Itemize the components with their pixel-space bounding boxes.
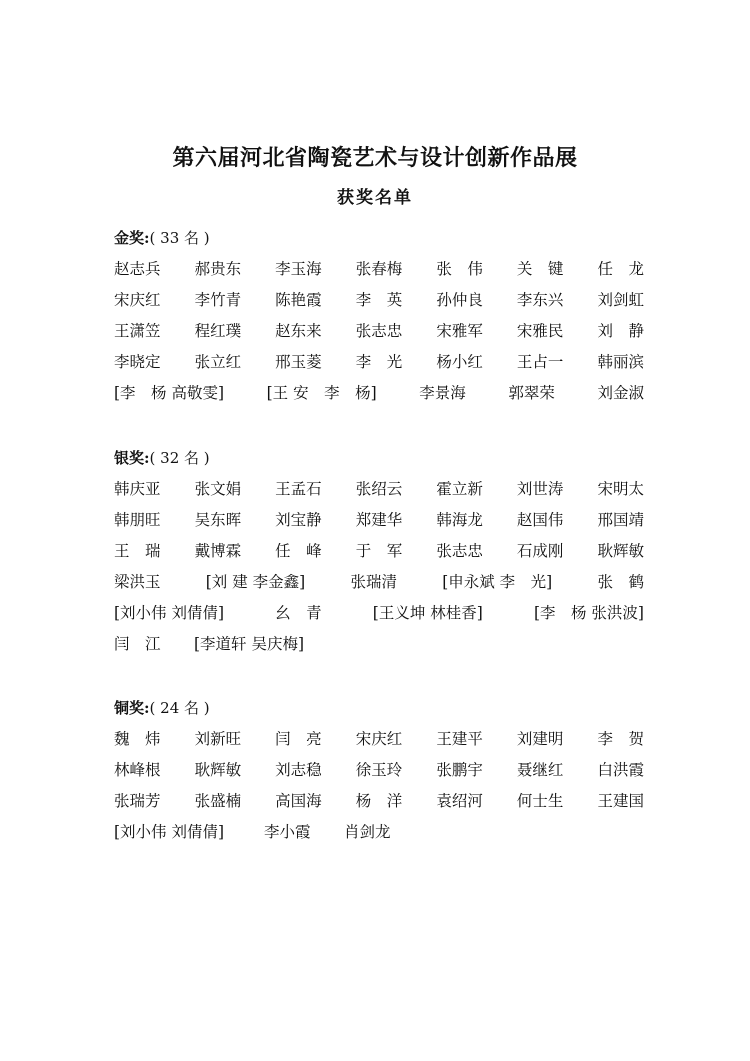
winner-name: 吴东晖 xyxy=(194,511,242,529)
bronze-row xyxy=(114,817,644,848)
winner-name: 张春梅 xyxy=(355,260,403,278)
winner-name: 李 贺 xyxy=(597,730,644,748)
winner-name: 刘宝静 xyxy=(275,511,322,529)
winner-name: 孙仲良 xyxy=(436,291,483,309)
bronze-row xyxy=(114,755,644,786)
winner-team: [李 杨 张洪波] xyxy=(533,604,644,622)
bronze-award-count: ( 24 名 ) xyxy=(149,699,210,717)
winner-name: 刘剑虹 xyxy=(597,291,644,309)
winner-name: 张立红 xyxy=(194,353,242,371)
silver-award-label: 银奖: xyxy=(114,449,150,467)
winner-name: 赵国伟 xyxy=(516,511,564,529)
winner-name: 张志忠 xyxy=(355,322,403,340)
winner-name: 于 军 xyxy=(355,542,403,560)
winner-team: [申永斌 李 光] xyxy=(442,573,553,591)
winner-name: 李东兴 xyxy=(516,291,564,309)
winner-name: 任 峰 xyxy=(275,542,322,560)
winner-name: 张瑞芳 xyxy=(114,792,161,810)
bronze-row xyxy=(114,724,644,755)
winner-name: 赵东来 xyxy=(275,322,322,340)
winner-name: 张鹏宇 xyxy=(436,761,483,779)
winner-name: 宋明太 xyxy=(597,480,644,498)
winner-name: 聂继红 xyxy=(516,761,564,779)
winner-team: [刘小伟 刘倩倩] xyxy=(114,604,225,622)
winner-team: [李 杨 高敬雯] xyxy=(114,384,225,402)
winner-name: 张 鹤 xyxy=(597,573,644,591)
winner-name: 耿辉敏 xyxy=(597,542,644,560)
winner-name: 石成刚 xyxy=(516,542,564,560)
winner-name: 刘志稳 xyxy=(275,761,322,779)
winner-name: 郝贵东 xyxy=(194,260,242,278)
gold-row xyxy=(114,378,644,409)
gold-row xyxy=(114,316,644,347)
winner-name: 王潇笠 xyxy=(114,322,161,340)
gold-award-section xyxy=(114,227,644,409)
bronze-row xyxy=(114,786,644,817)
silver-row xyxy=(114,598,644,629)
document-subtitle: 获奖名单 xyxy=(337,188,413,208)
bronze-award-label: 铜奖: xyxy=(114,699,150,717)
silver-row xyxy=(114,536,644,567)
winner-name: 程红璞 xyxy=(194,322,242,340)
winner-name: 闫 亮 xyxy=(275,730,322,748)
winner-name: 李 光 xyxy=(355,353,403,371)
winner-name: 王建国 xyxy=(597,792,644,810)
winner-name: 杨小红 xyxy=(436,353,483,371)
winner-name: 任 龙 xyxy=(597,260,644,278)
winner-name: 戴博霖 xyxy=(194,542,242,560)
winner-name: 赵志兵 xyxy=(114,260,161,278)
winner-name: 李玉海 xyxy=(275,260,322,278)
gold-award-label: 金奖: xyxy=(114,229,150,247)
winner-name: 闫 江 xyxy=(114,635,161,653)
winner-name: 张文娟 xyxy=(194,480,242,498)
winner-name: 郑建华 xyxy=(355,511,403,529)
winner-name: 邢玉菱 xyxy=(275,353,322,371)
winner-name: 肖剑龙 xyxy=(344,823,391,841)
winner-name: 邢国靖 xyxy=(597,511,644,529)
winner-name: 刘新旺 xyxy=(194,730,242,748)
winner-name: 李 英 xyxy=(355,291,403,309)
winner-name: 韩朋旺 xyxy=(114,511,161,529)
winner-name: 张瑞清 xyxy=(350,573,397,591)
winner-name: 宋庆红 xyxy=(114,291,161,309)
winner-name: 林峰根 xyxy=(114,761,161,779)
winner-name: 高国海 xyxy=(275,792,322,810)
silver-row xyxy=(114,474,644,505)
winner-name: 杨 洋 xyxy=(355,792,403,810)
winner-name: 李晓定 xyxy=(114,353,161,371)
winner-name: 袁绍河 xyxy=(436,792,483,810)
bronze-award-section xyxy=(114,697,644,848)
winner-name: 宋雅民 xyxy=(516,322,564,340)
winner-name: 张志忠 xyxy=(436,542,483,560)
winner-name: 韩庆亚 xyxy=(114,480,161,498)
silver-row xyxy=(114,505,644,536)
winner-name: 刘金淑 xyxy=(597,384,644,402)
winner-name: 刘 静 xyxy=(597,322,644,340)
bronze-award-heading xyxy=(114,697,644,719)
winner-name: 李竹青 xyxy=(194,291,242,309)
winner-name: 王孟石 xyxy=(275,480,322,498)
silver-award-section xyxy=(114,447,644,660)
winner-name: 王建平 xyxy=(436,730,483,748)
winner-name: 王占一 xyxy=(516,353,564,371)
winner-name: 韩海龙 xyxy=(436,511,483,529)
gold-row xyxy=(114,347,644,378)
winner-name: 幺 青 xyxy=(275,604,322,622)
silver-award-count: ( 32 名 ) xyxy=(149,449,210,467)
winner-name: 霍立新 xyxy=(436,480,483,498)
document-title: 第六届河北省陶瓷艺术与设计创新作品展 xyxy=(172,145,578,171)
winner-name: 李小霞 xyxy=(264,823,311,841)
gold-row xyxy=(114,285,644,316)
winner-name: 王 瑞 xyxy=(114,542,161,560)
winner-name: 刘建明 xyxy=(516,730,564,748)
silver-row xyxy=(114,567,644,598)
winner-name: 徐玉玲 xyxy=(355,761,403,779)
winner-name: 陈艳霞 xyxy=(275,291,322,309)
winner-name: 韩丽滨 xyxy=(597,353,644,371)
gold-row xyxy=(114,254,644,285)
winner-name: 何士生 xyxy=(516,792,564,810)
winner-name: 刘世涛 xyxy=(516,480,564,498)
winner-team: [王 安 李 杨] xyxy=(266,384,377,402)
winner-team: [李道轩 吴庆梅] xyxy=(194,635,305,653)
winner-name: 张 伟 xyxy=(436,260,483,278)
winner-name: 郭翠荣 xyxy=(508,384,555,402)
silver-award-heading xyxy=(114,447,644,469)
winner-name: 宋庆红 xyxy=(355,730,403,748)
winner-team: [刘 建 李金鑫] xyxy=(205,573,306,591)
winner-name: 李景海 xyxy=(419,384,466,402)
winner-name: 关 键 xyxy=(516,260,564,278)
winner-name: 白洪霞 xyxy=(597,761,644,779)
gold-award-heading xyxy=(114,227,644,249)
winner-name: 耿辉敏 xyxy=(194,761,242,779)
winner-name: 宋雅军 xyxy=(436,322,483,340)
winner-team: [王义坤 林桂香] xyxy=(372,604,483,622)
gold-award-count: ( 33 名 ) xyxy=(149,229,210,247)
winner-name: 张绍云 xyxy=(355,480,403,498)
winner-team: [刘小伟 刘倩倩] xyxy=(114,823,225,841)
winner-name: 魏 炜 xyxy=(114,730,161,748)
winner-name: 张盛楠 xyxy=(194,792,242,810)
silver-row xyxy=(114,629,644,660)
winner-name: 梁洪玉 xyxy=(114,573,161,591)
